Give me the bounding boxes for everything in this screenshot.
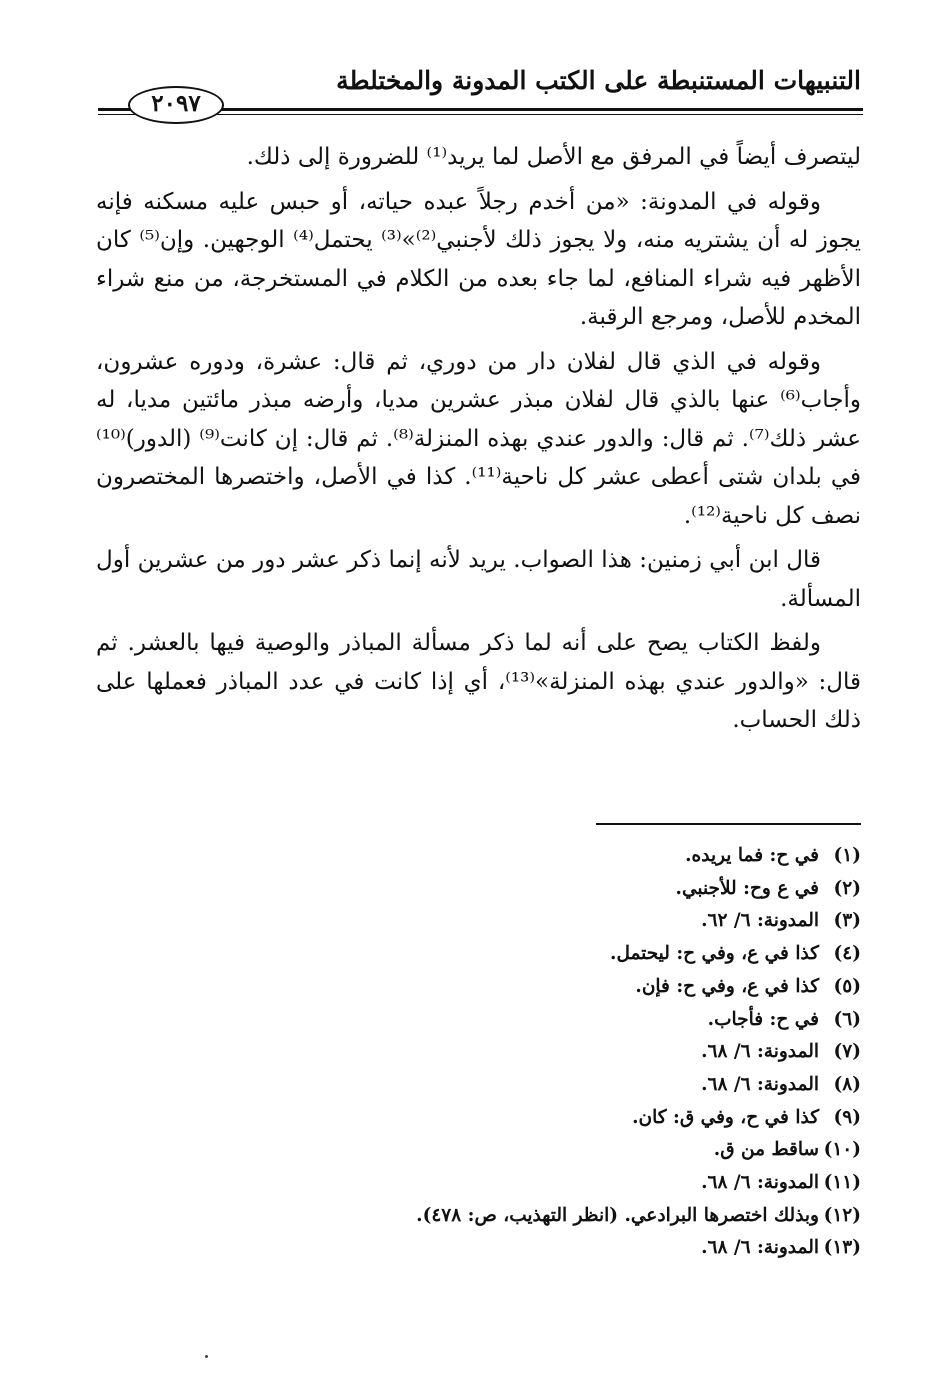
scan-speck bbox=[205, 1355, 208, 1358]
footnote-item bbox=[301, 1200, 861, 1233]
main-text bbox=[96, 138, 861, 746]
footnote-text: في ح: فأجاب. bbox=[707, 1008, 819, 1030]
footnote-text: المدونة: ٦/ ٦٢. bbox=[701, 910, 819, 932]
footnote-number: (١٠) bbox=[823, 1139, 861, 1161]
footnote-number: (١٣) bbox=[823, 1237, 861, 1259]
footnote-item bbox=[301, 1134, 861, 1167]
footnote-number: (٥) bbox=[833, 975, 861, 997]
paragraph-4: قال ابن أبي زمنين: هذا الصواب. يريد لأنه إنما ذكر عشر دور من عشرين أول المسألة. bbox=[96, 547, 861, 612]
footnote-item bbox=[301, 1102, 861, 1135]
footnote-separator bbox=[596, 823, 861, 825]
footnotes-list bbox=[301, 840, 861, 1265]
footnote-number: (٤) bbox=[833, 943, 861, 965]
footnote-text: وبذلك اختصرها البرادعي. (انظر التهذيب، ص: ٤٧٨). bbox=[416, 1204, 819, 1226]
footnote-text: كذا في ح، وفي ق: كان. bbox=[632, 1106, 819, 1128]
footnote-text: ساقط من ق. bbox=[713, 1139, 819, 1161]
footnote-item bbox=[301, 1167, 861, 1200]
footnote-item bbox=[301, 905, 861, 938]
footnote-item bbox=[301, 873, 861, 906]
paragraph-2: وقوله في المدونة: «من أخدم رجلاً عبده حياته، أو حبس عليه مسكنه فإنه يجوز له أن يشتريه منه، ولا يجوز ذلك لأجنبي⁽²⁾»⁽³⁾ يحتمل⁽⁴⁾ الوجهين. وإن⁽⁵⁾ كان الأظهر فيه شراء المنافع، لما جاء بعده من الكلام في المستخرجة، من منع شراء المخدم للأصل، ومرجع الرقبة. bbox=[96, 188, 862, 330]
page-number: ٢٠٩٧ bbox=[128, 86, 224, 124]
running-title: التنبيهات المستنبطة على الكتب المدونة والمختلطة bbox=[336, 66, 861, 95]
footnote-text: في ع وح: للأجنبي. bbox=[675, 877, 819, 899]
footnote-text: المدونة: ٦/ ٦٨. bbox=[701, 1172, 819, 1194]
footnote-item bbox=[301, 971, 861, 1004]
footnote-text: المدونة: ٦/ ٦٨. bbox=[701, 1073, 819, 1095]
footnote-item bbox=[301, 840, 861, 873]
footnote-number: (٩) bbox=[833, 1106, 861, 1128]
footnote-number: (٣) bbox=[833, 910, 861, 932]
footnote-item bbox=[301, 1036, 861, 1069]
footnote-item bbox=[301, 1004, 861, 1037]
footnote-item bbox=[301, 938, 861, 971]
footnote-number: (٦) bbox=[833, 1008, 861, 1030]
footnote-item bbox=[301, 1069, 861, 1102]
footnote-number: (٨) bbox=[833, 1073, 861, 1095]
footnote-text: في ح: فما يريده. bbox=[685, 845, 819, 866]
paragraph-3: وقوله في الذي قال لفلان دار من دوري، ثم قال: عشرة، ودوره عشرون، وأجاب⁽⁶⁾ عنها بالذي قال لفلان مبذر عشرين مديا، وأرضه مبذر مائتين مديا، له عشر ذلك⁽⁷⁾. ثم قال: والدور عندي بهذه المنزلة⁽⁸⁾. ثم قال: إن كانت⁽⁹⁾ (الدور)⁽¹⁰⁾ في بلدان شتى أعطى عشر كل ناحية⁽¹¹⁾. كذا في الأصل، واختصرها المختصرون نصف كل ناحية⁽¹²⁾. bbox=[96, 348, 861, 529]
footnote-text: المدونة: ٦/ ٦٨. bbox=[701, 1237, 819, 1259]
footnote-number: (١) bbox=[833, 845, 861, 866]
footnote-number: (٢) bbox=[833, 877, 861, 899]
footnote-text: المدونة: ٦/ ٦٨. bbox=[701, 1041, 819, 1063]
footnote-number: (١١) bbox=[823, 1172, 861, 1194]
footnote-number: (١٢) bbox=[823, 1204, 861, 1226]
footnote-text: كذا في ع، وفي ح: ليحتمل. bbox=[610, 943, 819, 965]
footnote-item bbox=[301, 1232, 861, 1265]
footnote-number: (٧) bbox=[833, 1041, 861, 1063]
paragraph-1: ليتصرف أيضاً في المرفق مع الأصل لما يريد⁽¹⁾ للضرورة إلى ذلك. bbox=[246, 144, 861, 170]
footnote-text: كذا في ع، وفي ح: فإن. bbox=[635, 975, 819, 997]
paragraph-5: ولفظ الكتاب يصح على أنه لما ذكر مسألة المباذر والوصية فيها بالعشر. ثم قال: «والدور عندي بهذه المنزلة»⁽¹³⁾، أي إذا كانت في عدد المباذر فعملها على ذلك الحساب. bbox=[96, 630, 861, 733]
